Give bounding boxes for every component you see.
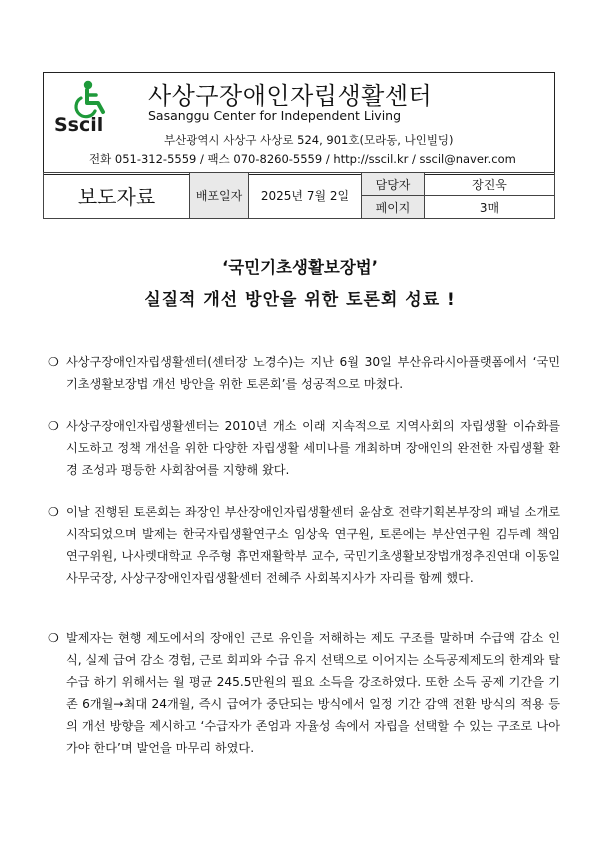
paragraph-text: 발제자는 현행 제도에서의 장애인 근로 유인을 저해하는 제도 구조를 말하며 수급액 감소 인식, 실제 급여 감소 경험, 근로 회피와 수급 유지 선택으로 이어지는 소득공제제도의 한계와 탈수급 하기 위해서는 월 평균 245.5만원의 필요 소득을 강조하였다. 또한 소득 공제 기간을 기존 6개월→최대 24개월, 즉시 급여가 중단되는 방식에서 일정 기간 감액 전환 방식의 적용 등의 개선 방향을 제시하고 ‘수급자가 존엄과 자율성 속에서 자립을 선택할 수 있는 구조로 나아가야 한다’며 발언을 마무리 하였다. [66, 631, 560, 755]
sscil-logo [54, 79, 116, 135]
pages-value: 3매 [425, 196, 555, 219]
logo-text: Sscil [54, 114, 104, 135]
doc-type: 보도자료 [44, 173, 190, 219]
bullet-circle: ❍ [48, 505, 59, 519]
headline-line-2: 실질적 개선 방안을 위한 토론회 성료 ! [144, 290, 456, 310]
manager-label: 담당자 [362, 173, 425, 196]
date-label: 배포일자 [190, 173, 249, 219]
letterhead [43, 72, 555, 175]
org-address: 부산광역시 사상구 사상로 524, 901호(모라동, 나인빌딩) [164, 133, 454, 147]
headline-line-1: ‘국민기초생활보장법’ [222, 258, 378, 277]
paragraph-text: 사상구장애인자립생활센터는 2010년 개소 이래 지속적으로 지역사회의 자립생활 이슈화를 시도하고 정책 개선을 위한 다양한 자립생활 세미나를 개최하며 장애인의 완전한 자립생활 환경 조성과 평등한 사회참여를 지향해 왔다. [66, 419, 560, 477]
org-name-korean: 사상구장애인자립생활센터 [148, 82, 433, 110]
bullet-circle: ❍ [48, 355, 59, 369]
paragraph-text: 사상구장애인자립생활센터(센터장 노경수)는 지난 6월 30일 부산유라시아플랫폼에서 ‘국민기초생활보장법 개선 방안을 위한 토론회’를 성공적으로 마쳤다. [66, 355, 560, 391]
org-name-english: Sasanggu Center for Independent Living [148, 108, 402, 123]
body-paragraph [48, 351, 560, 395]
date-value: 2025년 7월 2일 [249, 173, 362, 219]
press-info-table [43, 172, 555, 219]
pages-label: 페이지 [362, 196, 425, 219]
bullet-circle: ❍ [48, 419, 59, 433]
paragraph-text: 이날 진행된 토론회는 좌장인 부산장애인자립생활센터 윤삼호 전략기획본부장의 패널 소개로 시작되었으며 발제는 한국자립생활연구소 임상욱 연구원, 토론에는 부산연구원 김두례 책임연구위원, 나사렛대학교 우주형 휴먼재활학부 교수, 국민기초생활보장법개정추진연대 이동일 사무국장, 사상구장애인자립생활센터 전혜주 사회복지사가 자리를 함께 했다. [66, 505, 560, 585]
body-paragraph [48, 501, 560, 589]
body-paragraph [48, 415, 560, 481]
body-paragraph [48, 627, 560, 759]
org-contact [89, 151, 599, 167]
bullet-circle: ❍ [48, 631, 59, 645]
manager-value: 장진욱 [425, 173, 555, 196]
contact-text: 전화 051-312-5559 / 팩스 070-8260-5559 / http://sscil.kr / sscil@naver.com [89, 152, 516, 166]
